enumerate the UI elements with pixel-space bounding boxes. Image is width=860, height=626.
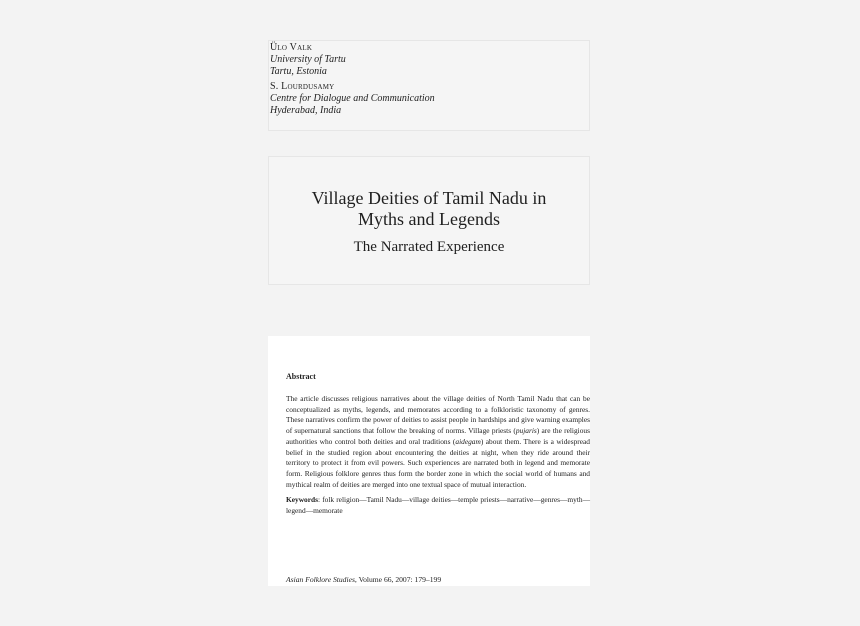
paper-title-line-1: Village Deities of Tamil Nadu in	[311, 188, 547, 208]
abstract-text-part-1: The article discusses religious narratives about the village deities of North Tamil Nadu that can be conceptualized as myths, legends, and memorates according to a folkloristic taxonomy of genres. These narratives confirm the power of deities to assist people in hardships and give warning examples of supernatural sanctions that follow the breaking of norms. Village priests (	[286, 394, 590, 436]
authors-block	[268, 40, 590, 131]
abstract-heading: Abstract	[286, 372, 316, 381]
journal-citation	[286, 575, 441, 585]
abstract-text-part-2: ) are the religious authorities who control both deities and oral traditions (	[286, 426, 590, 446]
keywords-label: Keywords	[286, 495, 319, 505]
paper-title-line-2: Myths and Legends	[358, 209, 500, 229]
term-aidegam: aidegam	[455, 436, 481, 446]
paper-subtitle: The Narrated Experience	[353, 239, 505, 255]
author-location: Hyderabad, India	[270, 105, 342, 116]
author-2	[269, 81, 589, 117]
author-name: S. Lourdusamy	[270, 81, 335, 92]
keywords	[286, 495, 590, 516]
journal-name: Asian Folklore Studies	[286, 575, 355, 584]
author-affiliation: Centre for Dialogue and Communication	[270, 93, 435, 104]
author-affiliation: University of Tartu	[270, 54, 346, 65]
author-1	[269, 42, 589, 78]
abstract-text	[286, 394, 590, 490]
author-location: Tartu, Estonia	[270, 66, 327, 77]
citation-details: , Volume 66, 2007: 179–199	[354, 575, 442, 584]
abstract-section	[268, 336, 590, 586]
abstract-text-part-3: ) about them. There is a widespread belief in the studied region about encountering the deities at night, when they ride around their territory to protect it from evil powers. Such experiences are narrated both in legend and memorate form. Religious folklore genres thus form the border zone in which the social world of humans and mythical realm of deities are merged into one textual space of mutual interaction.	[286, 436, 590, 489]
keywords-list: : folk religion—Tamil Nadu—village deities—temple priests—narrative—genres—myth—legend—memorate	[286, 495, 590, 516]
author-name: Ülo Valk	[270, 42, 313, 53]
term-pujaris: pujaris	[515, 426, 537, 436]
title-block	[268, 156, 590, 285]
paper-title	[269, 188, 589, 230]
